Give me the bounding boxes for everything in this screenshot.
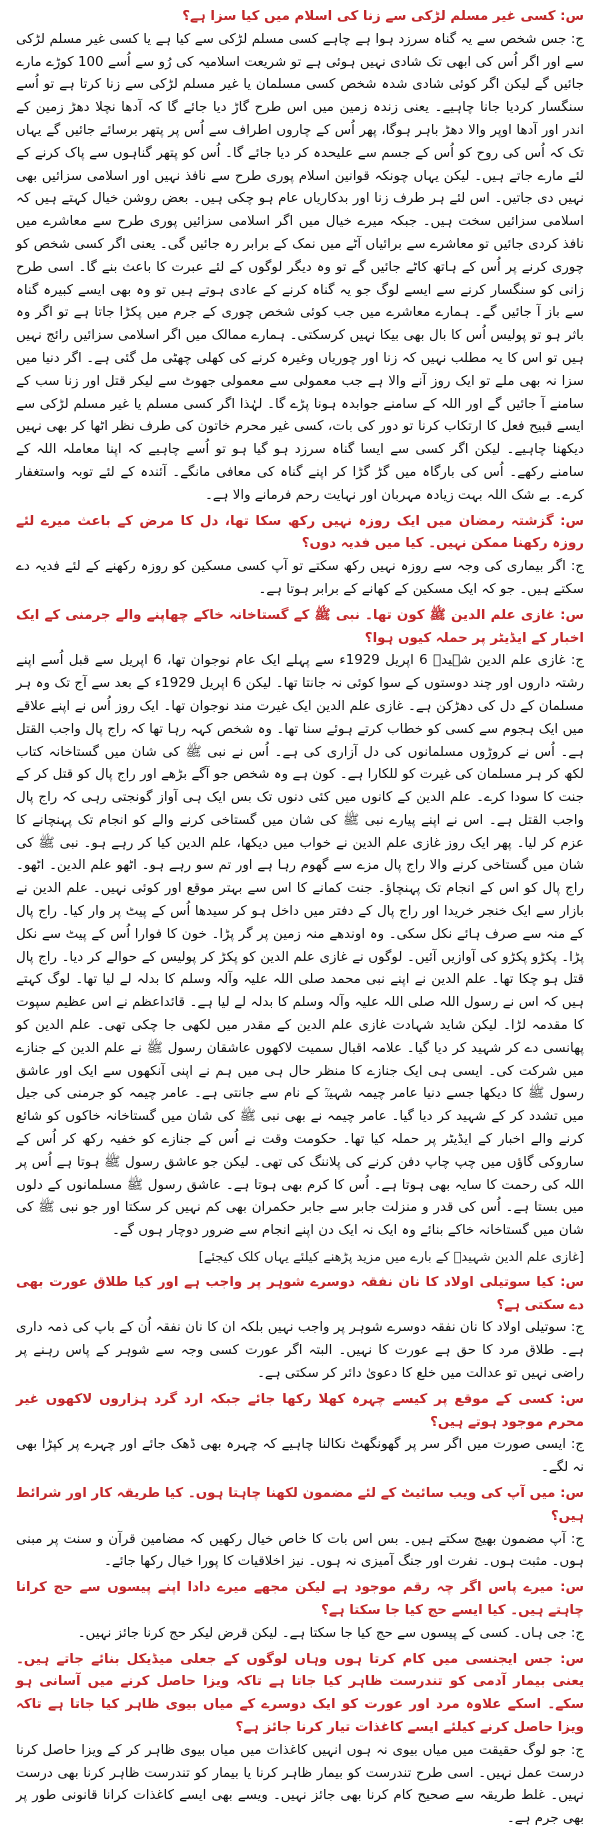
answer-text: ج: اگر بیماری کی وجہ سے روزہ نہیں رکھ سکتے تو آپ کسی مسکین کو روزہ رکھنے کے لئے فدیہ دے سکتے ہیں۔ جو کہ ایک مسکین کے کھانے کے برابر ہوتا ہے۔: [16, 559, 584, 597]
question-text: س: کسی غیر مسلم لڑکی سے زنا کی اسلام میں کیا سزا ہے؟: [182, 9, 584, 24]
qa-item-visa: [16, 1649, 584, 1831]
question-text: س: جس ایجنسی میں کام کرتا ہوں وہاں لوگوں کے جعلی میڈیکل بنائے جاتے ہیں۔ یعنی بیمار آدمی کو تندرست ظاہر کیا جاتا ہے تاکہ ویزا حاصل کرنے میں آسانی ہو سکے۔ اسکے علاوہ مرد اور عورت کو ایک دوسرے کے میاں بیوی ظاہر کیا جاتا ہے تاکہ ویزا حاصل کرنے کیلئے ایسے کاغذات تیار کرنا جائز ہے؟: [16, 1651, 584, 1735]
qa-item-zina: [16, 6, 584, 508]
answer-text: ج: آپ مضمون بھیج سکتے ہیں۔ بس اس بات کا خاص خیال رکھیں کہ مضامین قرآن و سنت پر مبنی ہوں۔ مثبت ہوں۔ نفرت اور جنگ آمیزی نہ ہوں۔ نیز اخلاقیات کا پورا خیال رکھا جائے۔: [16, 1531, 584, 1570]
question-text: س: غازی علم الدین ﷺ کون تھا۔ نبی ﷺ کے گستاخانہ خاکے چھاپنے والے جرمنی کے ایک اخبار کے ایڈیٹر پر حملہ کیوں ہوا؟: [16, 607, 584, 646]
question-text: س: کیا سوتیلی اولاد کا نان نفقہ دوسرے شوہر پر واجب ہے اور کیا طلاق عورت بھی دے سکتی ہے؟: [16, 1274, 584, 1313]
qa-item-fidya: [16, 511, 584, 602]
answer-text: ج: جس شخص سے یہ گناہ سرزد ہوا ہے چاہے کسی مسلم لڑکی سے کیا ہے یا کسی غیر مسلم لڑکی سے اور اگر اُس کی ابھی تک شادی نہیں ہوئی ہے تو شریعت اسلامیہ کی رُو سے اُسے 100 کوڑے مارے جائیں گے لیکن اگر کوئی شادی شدہ شخص کسی مسلمان یا غیر مسلم لڑکی سے زنا کرتا ہے تو اُسے سنگسار کردیا جانا چاہیے۔ یعنی زندہ زمین میں اس طرح گاڑ دیا جائے گا کہ آدھا نچلا دھڑ زمین کے اندر اور آدھا اوپر والا دھڑ باہر ہوگا، پھر اُس کے چاروں اطراف سے اُس پر پتھر برسائے جائیں گے یہاں تک کہ اُس کی روح کو اُس کے جسم سے علیحدہ کر دیا جائے گا۔ اُس کو پتھر گناہوں سے پاک کرنے کے لئے مارے جاتے ہیں۔ لیکن یہاں چونکہ قوانین اسلام پوری طرح سے نافذ نہیں اور اسلامی سزائیں بھی نہیں دی جاتیں۔ اس لئے ہر طرف زنا اور بدکاریاں عام ہو چکی ہیں۔ بعض روشن خیال کہتے ہیں کہ اسلامی سزائیں سخت ہیں۔ جبکہ میرے خیال میں اگر اسلامی سزائیں پوری طرح سے معاشرے میں نافذ کردی جائیں تو معاشرے سے برائیاں آٹے میں نمک کے برابر رہ جائیں گی۔ یعنی اگر کسی شخص کو چوری کرنے پر اُس کے ہاتھ کاٹے جائیں گے تو وہ دیگر لوگوں کے لئے عبرت کا باعث بنے گا۔ اسی طرح زانی کو سنگسار کرنے سے ایسے لوگ جو یہ گناہ کرنے کے عادی ہوتے ہیں تو وہ بھی ایسے کبیرہ گناہ سے باز آ جائیں گے۔ ہمارے معاشرے میں جب کوئی شخص چوری کے جرم میں پکڑا جاتا ہے تو اگر وہ باثر ہو تو پولیس اُس کا بال بھی بیکا نہیں کرسکتی۔ ہمارے ممالک میں اگر اسلامی سزائیں رائج نہیں ہیں تو اس کا یہ مطلب نہیں کہ زنا اور چوریاں وغیرہ کرنے کی کھلی چھٹی مل گئی ہے۔ اگر دنیا میں سزا نہ بھی ملے تو ایک روز آنے والا ہے جب معمولی سے معمولی جھوٹ سے لیکر قتل اور زنا سب کے سامنے آ جائیں گے اور اللہ کے سامنے جوابدہ ہونا پڑے گا۔ لہٰذا اگر کسی مسلم یا غیر مسلم لڑکی سے ایسے قبیح فعل کا ارتکاب کرنا تو دور کی بات، کسی غیر محرم خاتون کی طرف نظر اٹھا کر بھی نہیں دیکھنا چاہیے۔ لیکن اگر کسی سے ایسا گناہ سرزد ہو گیا ہو تو اُسے چاہیے کہ اپنا معاملہ اللہ کے سامنے رکھے۔ اُس کی بارگاہ میں گڑ گڑا کر اپنے گناہ کی معافی مانگے۔ آئندہ کے لئے توبہ واستغفار کرے۔ بے شک اللہ بہت زیادہ مہربان اور نہایت رحم فرمانے والا ہے۔: [16, 31, 584, 503]
question-text: س: میں آپ کی ویب سائیٹ کے لئے مضمون لکھنا چاہتا ہوں۔ کیا طریقہ کار اور شرائط ہیں؟: [16, 1486, 584, 1524]
qa-item-face-cover: [16, 1389, 584, 1480]
read-more-link[interactable]: [غازی علم الدین شہیدؒ کے بارے میں مزید پڑھنے کیلئے یہاں کلک کیجئے]: [198, 1250, 584, 1266]
answer-text: ج: ایسی صورت میں اگر سر پر گھونگھٹ نکالنا چاہیے کہ چہرہ بھی ڈھک جائے اور چہرے پر کپڑا بھی نہ لگے۔: [16, 1437, 584, 1476]
qa-page: [8, 0, 592, 1831]
question-text: س: کسی کے موقع پر کیسے چہرہ کھلا رکھا جائے جبکہ ارد گرد ہزاروں لاکھوں غیر محرم موجود ہوتے ہیں؟: [16, 1391, 584, 1430]
qa-item-hajj: [16, 1577, 584, 1645]
answer-text: ج: جو لوگ حقیقت میں میاں بیوی نہ ہوں انہیں کاغذات میں میاں بیوی ظاہر کر کے ویزا حاصل کرنا درست عمل نہیں۔ اسی طرح تندرست کو بیمار ظاہر کرنا یا بیمار کو تندرست ظاہر کرنا بھی درست نہیں۔ غلط طریقہ سے صحیح کام کرنا بھی جائز نہیں۔ ویسے بھی ایسے کاغذات کرانا قانونی طور پر بھی جرم ہے۔: [16, 1742, 584, 1827]
question-text: س: گزشتہ رمضان میں ایک روزہ نہیں رکھ سکا تھا، دل کا مرض کے باعث میرے لئے روزہ رکھنا ممکن نہیں۔ کیا میں فدیہ دوں؟: [16, 513, 584, 552]
question-text: س: میرے پاس اگر چہ رقم موجود ہے لیکن مجھے میرے دادا اپنے پیسوں سے حج کرانا چاہتے ہیں۔ کیا ایسے حج کیا جا سکتا ہے؟: [16, 1580, 584, 1618]
answer-text: ج: جی ہاں۔ کسی کے پیسوں سے حج کیا جا سکتا ہے۔ لیکن قرض لیکر حج کرنا جائز نہیں۔: [77, 1625, 584, 1641]
answer-text: ج: سوتیلی اولاد کا نان نفقہ دوسرے شوہر پر واجب نہیں بلکہ ان کا نان نفقہ اُن کے باپ کی ذمہ داری ہے۔ طلاق مرد کا حق ہے عورت کا نہیں۔ البتہ اگر عورت کسی وجہ سے شوہر کے پاس رہنے پر راضی نہیں تو عدالت میں خلع کا دعویٰ دائر کر سکتی ہے۔: [16, 1320, 584, 1382]
qa-item-article: [16, 1483, 584, 1574]
qa-item-step-children: [16, 1272, 584, 1386]
qa-item-ghazi-ilmuddin: [16, 605, 584, 1243]
answer-text: ج: غازی علم الدین شہیدؒ 6 اپریل 1929ء سے پہلے ایک عام نوجوان تھا، 6 اپریل سے قبل اُسے اپنے رشتہ داروں اور چند دوستوں کے سوا کوئی نہ جانتا تھا۔ لیکن 6 اپریل 1929ء کے بعد سے آج تک وہ ہر مسلمان کے دل کی دھڑکن ہے۔ غازی علم الدین ایک غیرت مند نوجوان تھا۔ ایک روز اُس نے اپنے علاقے میں ایک ہجوم سے کسی کو خطاب کرتے ہوئے سنا تھا۔ وہ شخص کہہ رہا تھا کہ راج پال واجب القتل ہے۔ اُس نے کروڑوں مسلمانوں کی دل آزاری کی ہے۔ اُس نے نبی ﷺ کی شان میں گستاخانہ کتاب لکھ کر ہر مسلمان کی غیرت کو للکارا ہے۔ کون ہے وہ شخص جو آگے بڑھے اور راج پال کو قتل کر کے جنت کا سودا کرے۔ علم الدین کے کانوں میں کئی دنوں تک بس ایک ہی آواز گونجتی رہی کہ راج پال واجب القتل ہے۔ اس نے اپنے پیارے نبی ﷺ کی شان میں گستاخی کرنے والے کو انجام تک پہنچانے کا عزم کر لیا۔ پھر ایک روز غازی علم الدین نے خواب میں دیکھا، علم الدین کیا کر رہے ہو۔ نبی ﷺ کی شان میں گستاخی کرنے والا راج پال مزے سے گھوم رہا ہے اور تم سو رہے ہو۔ اٹھو علم الدین۔ اٹھو۔ راج پال کو اس کے انجام تک پہنچاؤ۔ جنت کمانے کا اس سے بہتر موقع اور کوئی نہیں۔ علم الدین نے بازار سے ایک خنجر خریدا اور راج پال کے دفتر میں داخل ہو کر سیدھا اُس کے پیٹ پر وار کیا۔ راج پال کے منہ سے صرف ہائے نکل سکی۔ وہ اوندھے منہ زمین پر گر پڑا۔ خون کا فوارا اُس کے پیٹ سے نکل پڑا۔ پکڑو پکڑو کی آوازیں آئیں۔ لوگوں نے غازی علم الدین کو پکڑ کر پولیس کے حوالے کر دیا۔ راج پال قتل ہو چکا تھا۔ علم الدین نے اپنے نبی محمد صلی اللہ علیہ وآلہ وسلم کا بدلہ لے لیا تھا۔ لوگ کہتے ہیں کہ اس نے رسول اللہ صلی اللہ علیہ وآلہ وسلم کا بدلہ لے لیا ہے۔ قائداعظم نے اس عظیم سپوت کا مقدمہ لڑا۔ لیکن شاید شہادت غازی علم الدین کے مقدر میں لکھی جا چکی تھی۔ علم الدین کو پھانسی دے کر شہید کر دیا گیا۔ علامہ اقبال سمیت لاکھوں عاشقان رسول ﷺ نے علم الدین کے جنازے میں شرکت کی۔ ایسی ہی ایک جنازے کا منظر حال ہی میں ہم نے اپنی آنکھوں سے ایک اور عاشق رسول ﷺ کا دیکھا جسے دنیا عامر چیمہ شہیدؒ کے نام سے جانتی ہے۔ عامر چیمہ کو جرمنی کی جیل میں تشدد کر کے شہید کر دیا گیا۔ عامر چیمہ نے بھی نبی ﷺ کی شان میں گستاخانہ خاکوں کو شائع کرنے والے اخبار کے ایڈیٹر پر حملہ کیا تھا۔ حکومت وقت نے اُس کے جنازے کو خفیہ رکھ کر اُس کے ساروکی گاؤں میں چپ چاپ دفن کرنے کی پلاننگ کی تھی۔ لیکن جو عاشق رسول ﷺ ہوتا ہے اُس پر اللہ کی رحمت کا سایہ بھی ہوتا ہے۔ اُس کا کرم بھی ہوتا ہے۔ عاشق رسول ﷺ مسلمانوں کے دلوں میں بستا ہے۔ اُس کی قدر و منزلت جابر سے جابر حکمران بھی کم نہیں کر سکتا اور جو نبی ﷺ کی شان میں گستاخانہ خاکے بنائے وہ ایک نہ ایک دن اپنے انجام سے ضرور دوچار ہوں گے۔: [16, 653, 585, 1239]
